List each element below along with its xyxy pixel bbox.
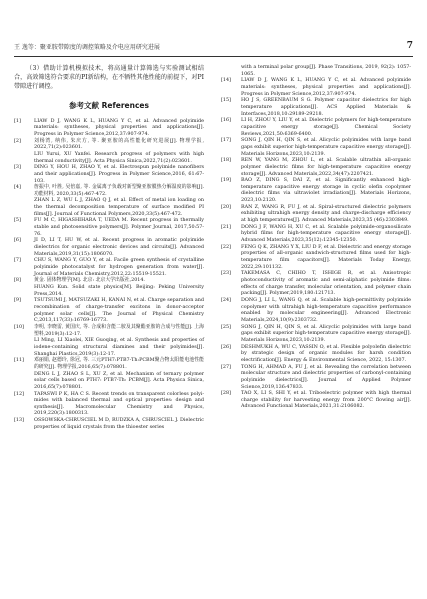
reference-item [221, 137, 411, 157]
reference-item [221, 324, 411, 344]
reference-number: [27] [221, 363, 231, 370]
reference-item [14, 237, 204, 257]
reference-text: REN W, YANG M, ZHOU L, et al. Scalable ultrathin all-organic polymer dielectric films for high-temperature capacitive energy storage[J]. Advanced Materials,2022,34(47):2207421. [241, 157, 411, 177]
reference-item [14, 118, 204, 138]
reference-text: TAO X, LI S, SHI Y, et al. Triboelectric polymer with high thermal charge stability for harvesting energy from 200°C flowing air[J]. Advanced Functional Materials,2021,31:2106082. [241, 390, 411, 410]
reference-item [221, 224, 411, 244]
reference-item [221, 77, 411, 97]
reference-number: [20] [221, 203, 231, 210]
reference-text: SONG J, QIN H, QIN S, et al. Alicyclic polyimides with large band gaps exhibit superior high-temperature capacitive energy storage[J]. Materials Horizons,2023,10:2139. [241, 323, 411, 343]
reference-list-right [221, 64, 411, 410]
reference-text: DING Y, HOU H, ZHAO Y, et al. Electrospun polyimide nanofibers and their applications[J]. Progress in Polymer Science,2016, 61:67-103. [34, 164, 204, 184]
reference-text: HUANG Kun. Solid state physics[M]. Beijing: Peking University Press,2014. [34, 284, 204, 297]
reference-text: TAPASWI P K, HA C S. Recent trends on transparent colorless polyi-mides with balanced thermal and optical properties: design and synthesis[J]. Macromolecular Chemistry and Physics, 2019,220(3):1800313. [34, 390, 204, 417]
reference-number: [1] [14, 117, 21, 124]
reference-text: DONG J F, WANG H, XU C, et al. Scalable polyimide-organosilicate hybrid films for high-temperature capacitive energy storage[J]. Advanced Materials,2023,35(12):12345-12350. [241, 223, 411, 244]
reference-number: [28] [221, 390, 231, 397]
reference-text: TSUTSUMI J, MATSUZAKI H, KANAI N, et al. Charge separation and recombination of charge-transfer excitons in donor-acceptor polymer solar cells[J]. The Journal of Physical Chemistry C,2013,117(33):16769-16773. [34, 297, 204, 324]
reference-item [221, 157, 411, 177]
reference-text: 刘杨湾, 纳伟, 朱庆方, 等. 聚亚胺的高性能化研究进展[J]. 物理学报, 2022,71(2):023601. [34, 137, 204, 151]
reference-item [221, 244, 411, 271]
reference-number: [8] [14, 277, 21, 284]
reference-text: 李明, 李晓雷, 黄国庆, 等. 合成和含能二胺及其聚酯亚胺的合成与性能[J]. 上海塑料,2019(3):12-17. [34, 323, 204, 337]
reference-text: TAKEMASA C, CHIHO T, ISHIGE R, et al. Anisotropic photoconductivity of aromatic and semi-aliphatic polyimide films: effects of charge transfer, molecular orientation, and polymer chain packing[J]. Polymer,2019,180:121713. [241, 270, 411, 297]
reference-item [221, 117, 411, 137]
reference-item [221, 177, 411, 204]
reference-text: LIAW D J, WANG K L, HUANG Y C, et al. Advanced polyimide materials: syntheses, physical properties and applications[J]. Progress in Polymer Science,2012,37:907-974. [34, 117, 204, 137]
reference-item [221, 297, 411, 324]
reference-text: DONG J, LI L, WANG Q, et al. Scalable high-permittivity polyimide copolymer with ultrahigh high-temperature capacitive performance enabled by molecular engineering[J]. Advanced Electronic Materials,2024,10(9):2303732. [241, 296, 411, 323]
reference-text: 邓丽娟, 赵德玲, 徐冠, 等. 三元PTH7:PTB7-Th:PCBM聚合物太阳能电池性能的研究[J]. 物理学报,2016,65(7):078801. [34, 357, 204, 370]
reference-text: LI H, ZHOU Y, LIU Y, et al. Dielectric polymers for high-temperature capacitive energy storage[J]. Chemical Society Reviews,2021,50:6369-6400. [241, 117, 411, 137]
reference-number: [17] [221, 137, 231, 144]
reference-number: [19] [221, 177, 231, 184]
reference-text: TONG H, AHMAD A, FU J, et al. Revealing the correlation between molecular structure and dielectric properties of carbonyl-containing polyimide dielectrics[J]. Journal of Applied Polymer Science,2019,136:47833. [241, 363, 411, 390]
reference-number: [13] [14, 417, 24, 424]
reference-item [221, 204, 411, 224]
reference-number: [3] [14, 164, 21, 171]
reference-item [14, 184, 204, 217]
reference-text: HO J S, GREENBAUM S G. Polymer capacitor dielectrics for high temperature applications[J]. ACS Applied Materials & Interfaces,2018,10:29189-29218. [241, 97, 411, 117]
reference-text: RAN Z, WANG R, FU J, et al. Spiral-structured dielectric polymers exhibiting ultrahigh energy density and charge-discharge efficiency at high temperatures[J]. Advanced Materials,2023,35 (46):2303849. [241, 203, 411, 224]
right-column [221, 64, 411, 410]
conclusion-paragraph: （3）借助计算机模拟技术，将高通量计算筛选与实验测试相结合，高效筛选符合要求的PI新结构，在不牺牲其他性能的前提下，对PI带隙进行调控。 [14, 65, 204, 91]
reference-text: ZHAN L Z, WU L J, ZHAO Q J, et al. Effect of metal ion loading on the thermal decomposition temperature of surface modified PI films[J]. Journal of Functional Polymers,2020,33(5):467-472. [34, 197, 204, 217]
reference-text: FENG Q K, ZHANG Y X, LIU D F, et al. Dielectric and energy storage properties of all-organic sandwich-structured films used for high-temperature film capacitors[J]. Materials Today Energy, 2022,29:101132. [241, 243, 411, 270]
reference-number: [26] [221, 343, 231, 350]
reference-item [221, 364, 411, 391]
reference-item [14, 217, 204, 237]
reference-item [14, 297, 204, 324]
reference-number: [21] [221, 223, 231, 230]
reference-number: [10] [14, 323, 24, 330]
page-number: 7 [406, 41, 413, 51]
reference-text: LIAW D J, WANG K L, HUANG Y C, et al. Advanced polyimide materials: syntheses, physical properties and applications[J]. Progress in Polymer Science,2012,37:907-974. [241, 77, 411, 97]
reference-number: [12] [14, 390, 24, 397]
reference-text: FU M C, HIGASHIHARA T, UEDA M. Recent progress in thermally stable and photosensitive polymers[J]. Polymer Journal, 2017,50:57-76. [34, 217, 204, 237]
reference-item [221, 64, 411, 77]
reference-text: LI Ming, LI Xiaolei, XIE Guoqing, et al. Synthesis and properties of iodene-containing structural diamines and their polyimides[J]. Shanghai Plastics,2019(3):12-17. [34, 337, 204, 357]
reference-number: [16] [221, 117, 231, 124]
references-heading: 参考文献 References [69, 100, 149, 110]
reference-text: 詹振中, 叶胜, 吴倍嘉, 等. 金属离子负载对新型聚亚胺膜热分解温度的影响[J]. 功能材料, 2020,33(5):467-472. [34, 184, 204, 197]
reference-text: 黄金. 固体物理学[M]. 北京: 北京大学出版社,2014. [34, 277, 145, 284]
reference-text: with a terminal polar group[J]. Phase Transitions, 2019, 92(2): 1057-1065. [241, 64, 411, 77]
reference-item [14, 391, 204, 418]
reference-number: [5] [14, 217, 21, 224]
reference-number: [14] [221, 77, 231, 84]
reference-number: [25] [221, 323, 231, 330]
reference-number: [2] [14, 137, 21, 144]
reference-item [221, 344, 411, 364]
reference-text: OSSOWSKA-CHRUSCIEL M D, RUDZKA A, CHRUSCIEL J. Dielectric properties of liquid crystals from the thioester series [34, 417, 204, 430]
reference-item [14, 417, 204, 430]
reference-number: [23] [221, 270, 231, 277]
reference-item [14, 138, 204, 165]
reference-item [221, 390, 411, 410]
reference-number: [22] [221, 243, 231, 250]
reference-text: DENG L J, ZHAO S L, XU Z, et al. Mechanism of ternary polymer solar cells based on PTH7: PTB7-Th: PCBM[J]. Acta Physica Sinica, 2016,65(7):078801. [34, 370, 204, 390]
reference-number: [7] [14, 257, 21, 264]
running-title: 王 逸等：聚亚胺带隙度的调控策略及介电应用研究进展 [14, 44, 160, 51]
page-header [14, 42, 413, 57]
reference-number: [6] [14, 237, 21, 244]
reference-number: [24] [221, 296, 231, 303]
reference-item [221, 97, 411, 117]
reference-item [14, 257, 204, 277]
reference-text: LIU Yurui, XU Yanfei. Research progress of polymers with high thermal conductivity[J]. Acta Physica Sinica,2022,71(2):023601. [34, 150, 204, 164]
reference-text: JI D, LI T, HU W, et al. Recent progress in aromatic polyimide dielectrics for organic electronic devices and circuits[J]. Advanced Materials,2019,31(15):1806070. [34, 237, 204, 257]
reference-text: CHU S, WANG Y, GUO Y, et al. Facile green synthesis of crystalline polyimide photocatalyst for hydrogen generation from water[J]. Journal of Materials Chemistry,2012,22:15519-15521. [34, 257, 204, 277]
reference-text: BAO Z, DING S, DAI Z, et al. Significantly enhanced high-temperature capacitive energy storage in cyclic olefin copolymer dielectric films via ultraviolet irradiation[J]. Materials Horizons, 2023,10:2120. [241, 177, 411, 204]
conclusion-section [14, 64, 204, 92]
reference-item [14, 277, 204, 297]
reference-item [14, 357, 204, 390]
reference-number: [4] [14, 184, 21, 191]
left-column [14, 64, 204, 430]
reference-text: DESHMUKH A, WU C, YASSIN O, et al. Flexible polyolefin dielectric by strategic design of organic modules for harsh condition electrification[J]. Energy & Environmental Science, 2022, 15:1307. [241, 343, 411, 363]
reference-list-left [14, 118, 204, 431]
reference-number: [11] [14, 357, 24, 364]
reference-number: [9] [14, 297, 21, 304]
reference-text: SONG J, QIN H, QIN S, et al. Alicyclic polyimides with large band gaps exhibit superior high-temperature capacitive energy storage[J]. Materials Horizons,2023,10:2139. [241, 137, 411, 157]
reference-item [221, 270, 411, 297]
reference-item [14, 324, 204, 357]
reference-item [14, 164, 204, 184]
reference-number: [18] [221, 157, 231, 164]
reference-number: [15] [221, 97, 231, 104]
